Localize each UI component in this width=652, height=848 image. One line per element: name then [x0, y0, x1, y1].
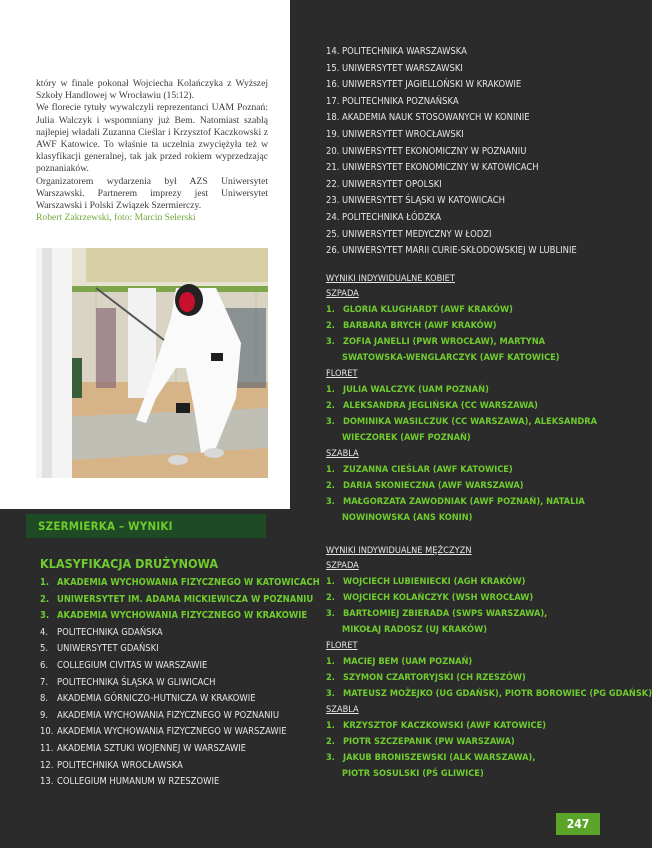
- women-szpada-results: [326, 304, 597, 368]
- list-item: 18. AKADEMIA NAUK STOSOWANYCH W KONINIE: [326, 112, 530, 124]
- result-line: 3. DOMINIKA WASILCZUK (CC WARSZAWA), ALEKSANDRA: [326, 416, 597, 427]
- women-results: [326, 273, 597, 528]
- list-item: 1. AKADEMIA WYCHOWANIA FIZYCZNEGO W KATOWICACH: [40, 577, 320, 588]
- list-item: 4. POLITECHNIKA GDAŃSKA: [40, 626, 163, 638]
- result-line: NOWINOWSKA (ANS KONIN): [342, 512, 473, 523]
- men-floret-label: FLORET: [326, 640, 358, 651]
- fencing-photo: [36, 248, 268, 478]
- list-item: 9. AKADEMIA WYCHOWANIA FIZYCZNEGO W POZNANIU: [40, 709, 280, 721]
- list-item: 2. UNIWERSYTET IM. ADAMA MICKIEWICZA W POZNANIU: [40, 593, 314, 605]
- result-line: WIECZOREK (AWF POZNAŃ): [342, 432, 471, 443]
- result-line: 2. ALEKSANDRA JEGLIŃSKA (CC WARSZAWA): [326, 400, 538, 411]
- result-line: 2. DARIA SKONIECZNA (AWF WARSZAWA): [326, 480, 524, 491]
- section-title: SZERMIERKA – WYNIKI: [38, 519, 173, 533]
- result-line: 1. KRZYSZTOF KACZKOWSKI (AWF KATOWICE): [326, 720, 547, 731]
- article-paragraph: We florecie tytuły wywalczyli reprezentanci UAM Poznań: Julia Walczyk i wspomniany już Bem. Natomiast szablą najlepiej władali Zuzanna Cieślar i Krzysztof Kaczkowski z AWF Katowice. To właśnie ta uczelnia zwyciężyła też w klasyfikacji generalnej, tak jak przed rokiem wyprzedzając poznaniaków.: [36, 102, 268, 175]
- list-item: 8. AKADEMIA GÓRNICZO-HUTNICZA W KRAKOWIE: [40, 693, 256, 705]
- list-item: 6. COLLEGIUM CIVITAS W WARSZAWIE: [40, 659, 208, 671]
- men-szpada-label: SZPADA: [326, 560, 359, 571]
- women-szabla-label: SZABLA: [326, 448, 359, 459]
- result-line: 3. MATEUSZ MOŻEJKO (UG GDAŃSK), PIOTR BOROWIEC (PG GDAŃSK): [326, 688, 652, 699]
- result-line: SWATOWSKA-WENGLARCZYK (AWF KATOWICE): [342, 352, 560, 363]
- list-item: 22. UNIWERSYTET OPOLSKI: [326, 178, 442, 190]
- result-line: 1. GLORIA KLUGHARDT (AWF KRAKÓW): [326, 304, 513, 315]
- list-item: 25. UNIWERSYTET MEDYCZNY W ŁODZI: [326, 228, 492, 240]
- women-szpada-label: SZPADA: [326, 288, 359, 299]
- list-item: 10. AKADEMIA WYCHOWANIA FIZYCZNEGO W WARSZAWIE: [40, 726, 287, 738]
- page-number-badge: [556, 813, 600, 835]
- list-item: 13. COLLEGIUM HUMANUM W RZESZOWIE: [40, 776, 220, 788]
- list-item: 3. AKADEMIA WYCHOWANIA FIZYCZNEGO W KRAKOWIE: [40, 610, 308, 622]
- result-line: 1. WOJCIECH LUBIENIECKI (AGH KRAKÓW): [326, 576, 526, 587]
- list-item: 11. AKADEMIA SZTUKI WOJENNEJ W WARSZAWIE: [40, 742, 246, 754]
- result-line: 2. SZYMON CZARTORYJSKI (CH RZESZÓW): [326, 672, 526, 683]
- result-line: 1. MACIEJ BEM (UAM POZNAŃ): [326, 656, 473, 667]
- list-item: 7. POLITECHNIKA ŚLĄSKA W GLIWICACH: [40, 676, 216, 688]
- men-results: [326, 545, 652, 784]
- men-szabla-label: SZABLA: [326, 704, 359, 715]
- result-line: 3. JAKUB BRONISZEWSKI (ALK WARSZAWA),: [326, 752, 536, 763]
- list-item: 14. POLITECHNIKA WARSZAWSKA: [326, 46, 467, 57]
- article-paragraph: Organizatorem wydarzenia był AZS Uniwersytet Warszawski. Partnerem imprezy jest Uniwersytet Warszawski i Polski Związek Szermierczy.: [36, 175, 268, 212]
- result-line: 2. PIOTR SZCZEPANIK (PW WARSZAWA): [326, 736, 515, 747]
- result-line: MIKOŁAJ RADOSZ (UJ KRAKÓW): [342, 624, 487, 635]
- result-line: 3. BARTŁOMIEJ ZBIERADA (SWPS WARSZAWA),: [326, 608, 548, 619]
- list-item: 15. UNIWERSYTET WARSZAWSKI: [326, 62, 463, 74]
- men-szabla-results: [326, 720, 652, 784]
- list-item: 16. UNIWERSYTET JAGIELLOŃSKI W KRAKOWIE: [326, 79, 522, 91]
- section-header: [26, 514, 266, 538]
- result-line: 2. WOJCIECH KOLAŃCZYK (WSH WROCŁAW): [326, 592, 534, 603]
- result-line: PIOTR SOSULSKI (PŚ GLIWICE): [342, 768, 484, 779]
- list-item: 24. POLITECHNIKA ŁÓDZKA: [326, 211, 442, 223]
- list-item: 23. UNIWERSYTET ŚLĄSKI W KATOWICACH: [326, 195, 505, 207]
- men-szpada-results: [326, 576, 652, 640]
- list-item: 5. UNIWERSYTET GDAŃSKI: [40, 643, 159, 655]
- list-item: 17. POLITECHNIKA POZNAŃSKA: [326, 95, 459, 107]
- result-line: 3. MAŁGORZATA ZAWODNIAK (AWF POZNAŃ), NATALIA: [326, 496, 585, 507]
- team-classification-list-continued: [326, 46, 577, 262]
- result-line: 1. JULIA WALCZYK (UAM POZNAŃ): [326, 384, 489, 395]
- team-classification-list: [40, 577, 320, 793]
- list-item: 19. UNIWERSYTET WROCŁAWSKI: [326, 128, 464, 140]
- women-szabla-results: [326, 464, 597, 528]
- article-text: [36, 78, 268, 224]
- list-item: 20. UNIWERSYTET EKONOMICZNY W POZNANIU: [326, 145, 527, 157]
- result-line: 2. BARBARA BRYCH (AWF KRAKÓW): [326, 320, 497, 331]
- list-item: 26. UNIWERSYTET MARII CURIE-SKŁODOWSKIEJ W LUBLINIE: [326, 245, 577, 257]
- list-item: 21. UNIWERSYTET EKONOMICZNY W KATOWICACH: [326, 162, 539, 174]
- article-paragraph: który w finale pokonał Wojciecha Kolańczyka z Wyższej Szkoły Handlowej w Wrocławiu (15:12).: [36, 78, 268, 102]
- women-floret-results: [326, 384, 597, 448]
- team-classification-title: KLASYFIKACJA DRUŻYNOWA: [40, 556, 219, 571]
- women-floret-label: FLORET: [326, 368, 358, 379]
- article-credit: Robert Zakrzewski, foto: Marcin Selerski: [36, 212, 196, 224]
- men-results-heading: WYNIKI INDYWIDUALNE MĘŻCZYZN: [326, 545, 472, 556]
- result-line: 3. ZOFIA JANELLI (PWR WROCŁAW), MARTYNA: [326, 336, 546, 347]
- page-number: 247: [566, 817, 590, 831]
- list-item: 12. POLITECHNIKA WROCŁAWSKA: [40, 759, 183, 771]
- women-results-heading: WYNIKI INDYWIDUALNE KOBIET: [326, 273, 455, 284]
- result-line: 1. ZUZANNA CIEŚLAR (AWF KATOWICE): [326, 464, 513, 475]
- men-floret-results: [326, 656, 652, 704]
